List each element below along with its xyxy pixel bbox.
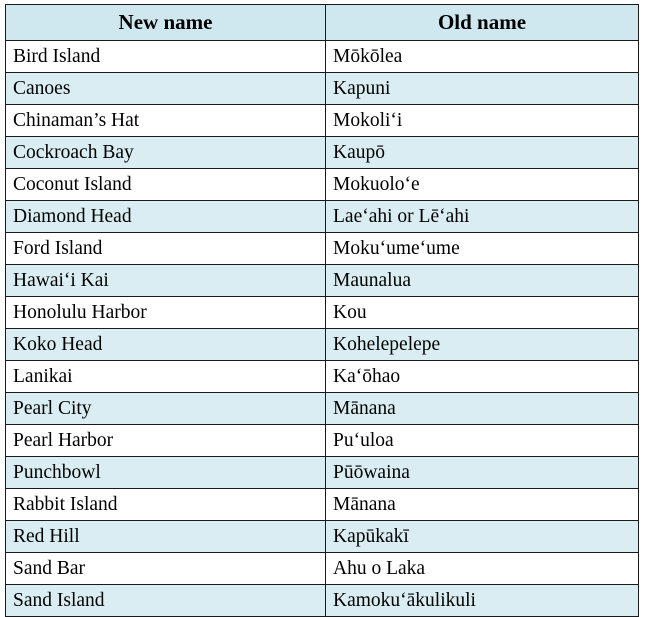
cell-old-name: Mokuolo‘e [326, 169, 639, 201]
cell-new-name: Hawai‘i Kai [6, 265, 326, 297]
cell-new-name: Coconut Island [6, 169, 326, 201]
place-names-table [5, 4, 639, 617]
cell-old-name: Mānana [326, 489, 639, 521]
cell-new-name: Sand Bar [6, 553, 326, 585]
table-row [6, 361, 639, 393]
cell-new-name: Pearl City [6, 393, 326, 425]
table-row [6, 297, 639, 329]
table-row [6, 521, 639, 553]
cell-new-name: Red Hill [6, 521, 326, 553]
table-row [6, 489, 639, 521]
cell-new-name: Bird Island [6, 41, 326, 73]
table-row [6, 457, 639, 489]
column-header-old-name: Old name [326, 5, 639, 41]
table-row [6, 201, 639, 233]
cell-old-name: Pūōwaina [326, 457, 639, 489]
cell-old-name: Kou [326, 297, 639, 329]
cell-old-name: Kohelepelepe [326, 329, 639, 361]
cell-new-name: Ford Island [6, 233, 326, 265]
cell-old-name: Kapuni [326, 73, 639, 105]
table-row [6, 329, 639, 361]
cell-old-name: Mokoli‘i [326, 105, 639, 137]
document-page [0, 4, 645, 611]
cell-old-name: Ahu o Laka [326, 553, 639, 585]
cell-new-name: Chinaman’s Hat [6, 105, 326, 137]
table-row [6, 265, 639, 297]
cell-old-name: Mōkōlea [326, 41, 639, 73]
table-body [6, 41, 639, 617]
cell-new-name: Lanikai [6, 361, 326, 393]
cell-new-name: Koko Head [6, 329, 326, 361]
column-header-new-name: New name [6, 5, 326, 41]
cell-old-name: Maunalua [326, 265, 639, 297]
cell-new-name: Cockroach Bay [6, 137, 326, 169]
cell-old-name: Kapūkakī [326, 521, 639, 553]
cell-new-name: Pearl Harbor [6, 425, 326, 457]
table-header-row [6, 5, 639, 41]
table-row [6, 137, 639, 169]
table-header [6, 5, 639, 41]
cell-new-name: Canoes [6, 73, 326, 105]
table-row [6, 73, 639, 105]
table-row [6, 233, 639, 265]
cell-new-name: Honolulu Harbor [6, 297, 326, 329]
cell-old-name: Moku‘ume‘ume [326, 233, 639, 265]
table-row [6, 169, 639, 201]
table-row [6, 393, 639, 425]
cell-new-name: Diamond Head [6, 201, 326, 233]
cell-old-name: Ka‘ōhao [326, 361, 639, 393]
cell-new-name: Rabbit Island [6, 489, 326, 521]
cell-old-name: Kamoku‘ākulikuli [326, 585, 639, 617]
table-row [6, 41, 639, 73]
cell-old-name: Kaupō [326, 137, 639, 169]
cell-new-name: Punchbowl [6, 457, 326, 489]
table-row [6, 585, 639, 617]
cell-old-name: Pu‘uloa [326, 425, 639, 457]
cell-old-name: Lae‘ahi or Lē‘ahi [326, 201, 639, 233]
table-row [6, 105, 639, 137]
cell-new-name: Sand Island [6, 585, 326, 617]
table-row [6, 553, 639, 585]
cell-old-name: Mānana [326, 393, 639, 425]
table-row [6, 425, 639, 457]
